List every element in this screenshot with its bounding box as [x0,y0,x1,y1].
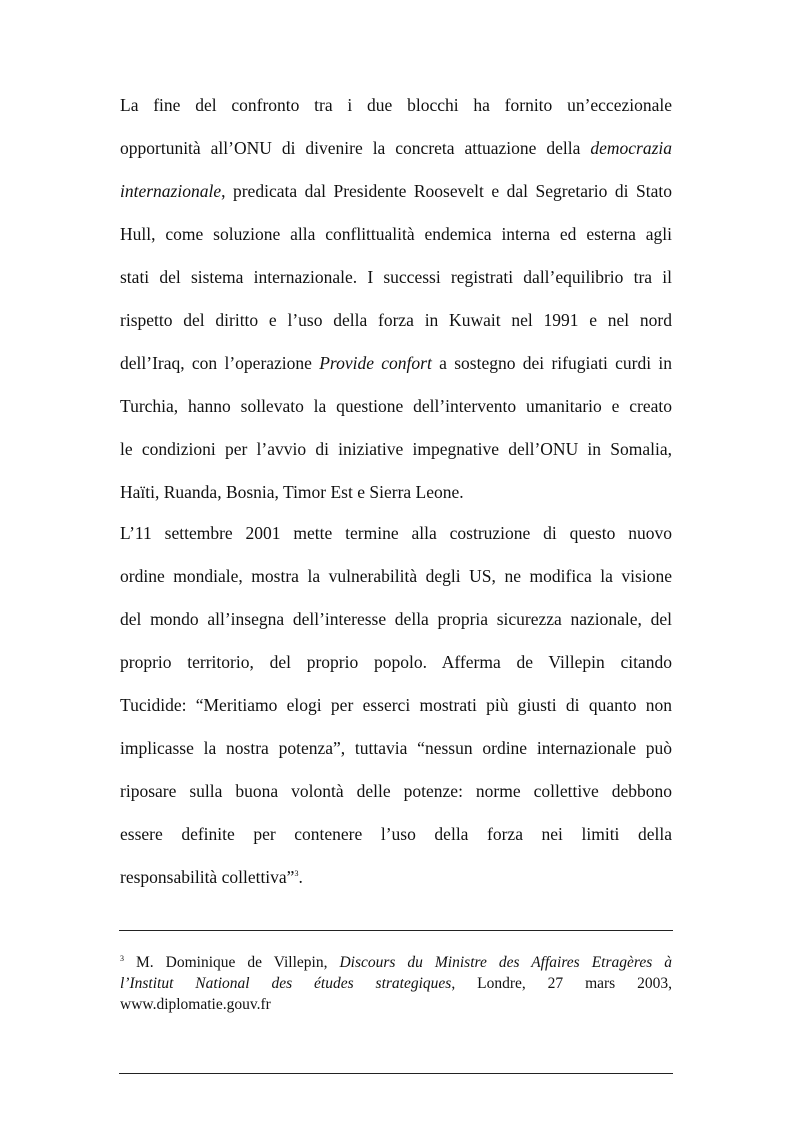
text-line [120,737,672,759]
text-span: le condizioni per l’avvio di iniziative impegnative dell’ONU in Somalia, [120,439,672,459]
text-line [120,780,672,802]
text-line [120,481,672,503]
text-line [120,223,672,245]
text-line [120,266,672,288]
text-line [120,866,672,888]
footnote-marker: 3 [294,869,299,879]
text-span: responsabilità collettiva” [120,867,295,887]
footnote-line [120,974,672,993]
text-line [120,651,672,673]
text-span: M. Dominique de Villepin, [124,954,340,971]
text-span: rispetto del diritto e l’uso della forza in Kuwait nel 1991 e nel nord [120,310,672,330]
text-line [120,309,672,331]
italic-text: Provide confort [319,353,432,373]
footnote-line [120,953,672,972]
text-span: del mondo all’insegna dell’interesse della propria sicurezza nazionale, del [120,609,672,629]
text-span: Haïti, Ruanda, Bosnia, Timor Est e Sierra Leone. [120,482,464,502]
text-line [120,352,672,374]
text-line [120,94,672,116]
text-line [120,565,672,587]
footnote-line [120,995,672,1014]
text-line [120,395,672,417]
text-line [120,137,672,159]
italic-text: l’Institut National des études strategiques [120,975,452,992]
text-line [120,694,672,716]
text-span: ordine mondiale, mostra la vulnerabilità degli US, ne modifica la visione [120,566,672,586]
text-span: www.diplomatie.gouv.fr [120,996,271,1013]
text-line [120,180,672,202]
text-span: Turchia, hanno sollevato la questione dell’intervento umanitario e creato [120,396,672,416]
text-span: implicasse la nostra potenza”, tuttavia “nessun ordine internazionale può [120,738,672,758]
footnote-separator [119,930,673,931]
italic-text: democrazia [590,138,672,158]
text-span: L’11 settembre 2001 mette termine alla costruzione di questo nuovo [120,523,672,543]
text-line [120,608,672,630]
text-span: essere definite per contenere l’uso della forza nei limiti della [120,824,672,844]
italic-text: internazionale [120,181,222,201]
bottom-rule [119,1073,673,1074]
text-span: riposare sulla buona volontà delle potenze: norme collettive debbono [120,781,672,801]
italic-text: Discours du Ministre des Affaires Etragères à [339,954,672,971]
text-line [120,522,672,544]
text-span: La fine del confronto tra i due blocchi ha fornito un’eccezionale [120,95,672,115]
text-span: a sostegno dei rifugiati curdi in [431,353,672,373]
text-span: stati del sistema internazionale. I successi registrati dall’equilibrio tra il [120,267,672,287]
text-span: , predicata dal Presidente Roosevelt e dal Segretario di Stato [221,181,672,201]
text-span: Tucidide: “Meritiamo elogi per esserci mostrati più giusti di quanto non [120,695,672,715]
footnote-marker: 3 [120,953,124,963]
text-span: , Londre, 27 mars 2003, [451,975,672,992]
text-span: . [298,867,303,887]
text-span: proprio territorio, del proprio popolo. Afferma de Villepin citando [120,652,672,672]
text-span: dell’Iraq, con l’operazione [120,353,320,373]
text-line [120,438,672,460]
text-line [120,823,672,845]
text-span: opportunità all’ONU di divenire la concreta attuazione della [120,138,591,158]
text-span: Hull, come soluzione alla conflittualità endemica interna ed esterna agli [120,224,672,244]
